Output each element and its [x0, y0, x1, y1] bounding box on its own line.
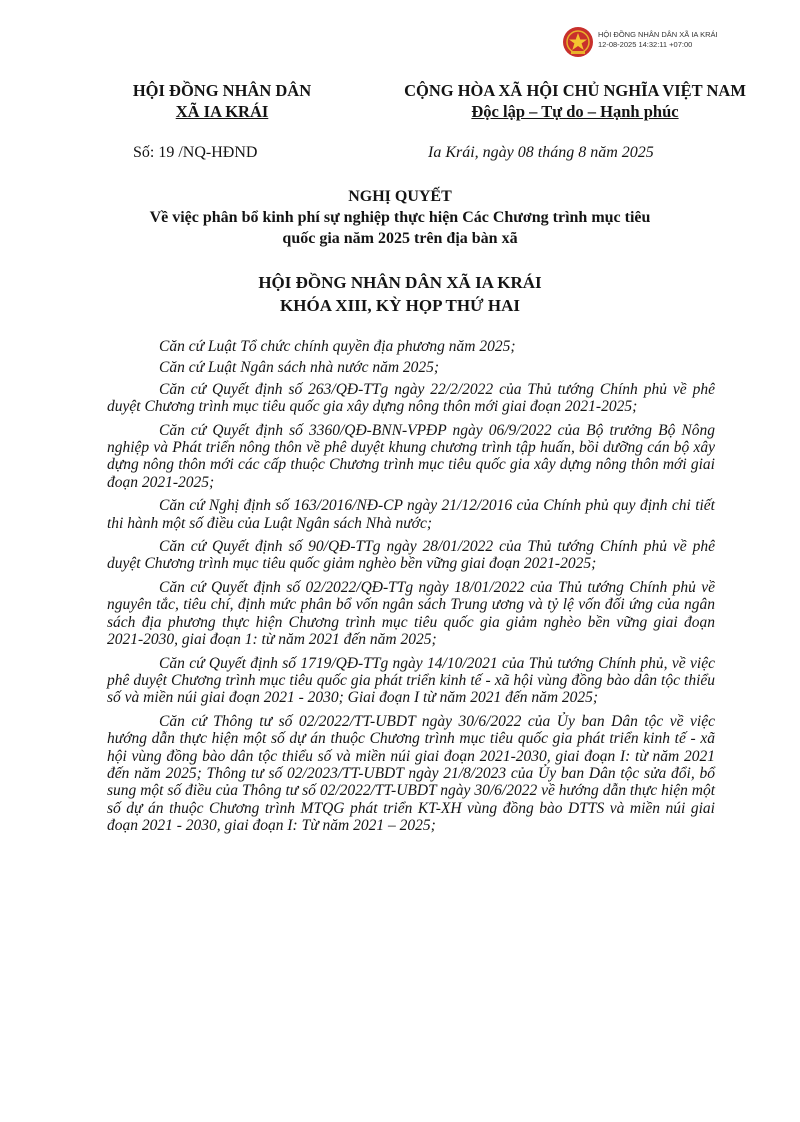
council-heading: [80, 271, 720, 317]
national-name: CỘNG HÒA XÃ HỘI CHỦ NGHĨA VIỆT NAM: [404, 81, 746, 100]
paragraph: Căn cứ Quyết định số 1719/QĐ-TTg ngày 14/10/2021 của Thủ tướng Chính phủ, về việc phê duyệt Chương trình mục tiêu quốc gia phát triển kinh tế - xã hội vùng đồng bào dân tộc thiểu số và miền núi giai đoạn 2021 - 2030; Giai đoạn I từ năm 2021 đến năm 2025;: [107, 654, 715, 707]
paragraph: Căn cứ Quyết định số 02/2022/QĐ-TTg ngày 18/01/2022 của Thủ tướng Chính phủ về nguyên tắc, tiêu chí, định mức phân bổ vốn ngân sách Trung ương và tỷ lệ vốn đối ứng của ngân sách địa phương thực hiện Chương trình mục tiêu quốc gia giảm nghèo bền vững giai đoạn 2021-2030, giai đoạn 1: từ năm 2021 đến năm 2025;: [107, 578, 715, 649]
signature-timestamp: 12-08-2025 14:32:11 +07:00: [598, 40, 693, 49]
issuer-header: [112, 80, 332, 122]
national-motto: Độc lập – Tự do – Hạnh phúc: [471, 102, 679, 121]
issuer-commune: XÃ IA KRÁI: [175, 102, 269, 121]
legal-basis: [107, 338, 715, 841]
issuer-name: HỘI ĐỒNG NHÂN DÂN: [132, 81, 312, 100]
subject-line-2: quốc gia năm 2025 trên địa bàn xã: [282, 230, 518, 247]
digital-signature: [562, 26, 718, 58]
national-header: [365, 80, 785, 122]
paragraph: Căn cứ Thông tư số 02/2022/TT-UBDT ngày 30/6/2022 của Ủy ban Dân tộc về việc hướng dẫn thực hiện một số dự án thuộc Chương trình mục tiêu quốc gia phát triển kinh tế - xã hội vùng đồng bào dân tộc thiểu số và miền núi giai đoạn 2021-2030, giai đoạn I: từ năm 2021 đến năm 2025; Thông tư số 02/2023/TT-UBDT ngày 21/8/2023 của Ủy ban Dân tộc sửa đổi, bổ sung một số điều của Thông tư số 02/2022/TT-UBDT ngày 30/6/2022 về hướng dẫn thực hiện một số dự án thuộc Chương trình MTQG phát triển KT-XH vùng đồng bào DTTS và miền núi giai đoạn 2021 - 2030, giai đoạn I: Từ năm 2021 – 2025;: [107, 712, 715, 835]
signature-signer: HỘI ĐỒNG NHÂN DÂN XÃ IA KRÁI: [598, 30, 718, 39]
subject-line-1: Về việc phân bổ kinh phí sự nghiệp thực hiện Các Chương trình mục tiêu: [149, 209, 651, 226]
paragraph: Căn cứ Luật Tổ chức chính quyền địa phương năm 2025;: [159, 338, 516, 355]
paragraph: Căn cứ Luật Ngân sách nhà nước năm 2025;: [159, 359, 440, 377]
place-date: Ia Krái, ngày 08 tháng 8 năm 2025: [428, 144, 654, 161]
council-session: KHÓA XIII, KỲ HỌP THỨ HAI: [280, 296, 520, 315]
council-name: HỘI ĐỒNG NHÂN DÂN XÃ IA KRÁI: [258, 273, 542, 292]
paragraph: Căn cứ Nghị định số 163/2016/NĐ-CP ngày 21/12/2016 của Chính phủ quy định chi tiết thi hành một số điều của Luật Ngân sách Nhà nước;: [107, 497, 715, 532]
national-emblem-icon: [562, 26, 594, 58]
paragraph: Căn cứ Quyết định số 3360/QĐ-BNN-VPĐP ngày 06/9/2022 của Bộ trưởng Bộ Nông nghiệp và Phát triển nông thôn về phê duyệt khung chương trình tập huấn, bồi dưỡng cán bộ xây dựng nông thôn mới các cấp thuộc Chương trình mục tiêu quốc gia xây dựng nông thôn mới giai đoạn 2021-2025;: [107, 421, 715, 491]
paragraph: Căn cứ Quyết định số 90/QĐ-TTg ngày 28/01/2022 của Thủ tướng Chính phủ về phê duyệt Chương trình mục tiêu quốc giảm nghèo bền vững giai đoạn 2021-2025;: [107, 538, 715, 573]
paragraph: Căn cứ Quyết định số 263/QĐ-TTg ngày 22/2/2022 của Thủ tướng Chính phủ về phê duyệt Chương trình mục tiêu quốc gia xây dựng nông thôn mới giai đoạn 2021-2025;: [107, 380, 715, 416]
document-number: Số: 19 /NQ-HĐND: [133, 144, 258, 161]
resolution-title: [80, 186, 720, 249]
document-type: NGHỊ QUYẾT: [348, 188, 452, 205]
